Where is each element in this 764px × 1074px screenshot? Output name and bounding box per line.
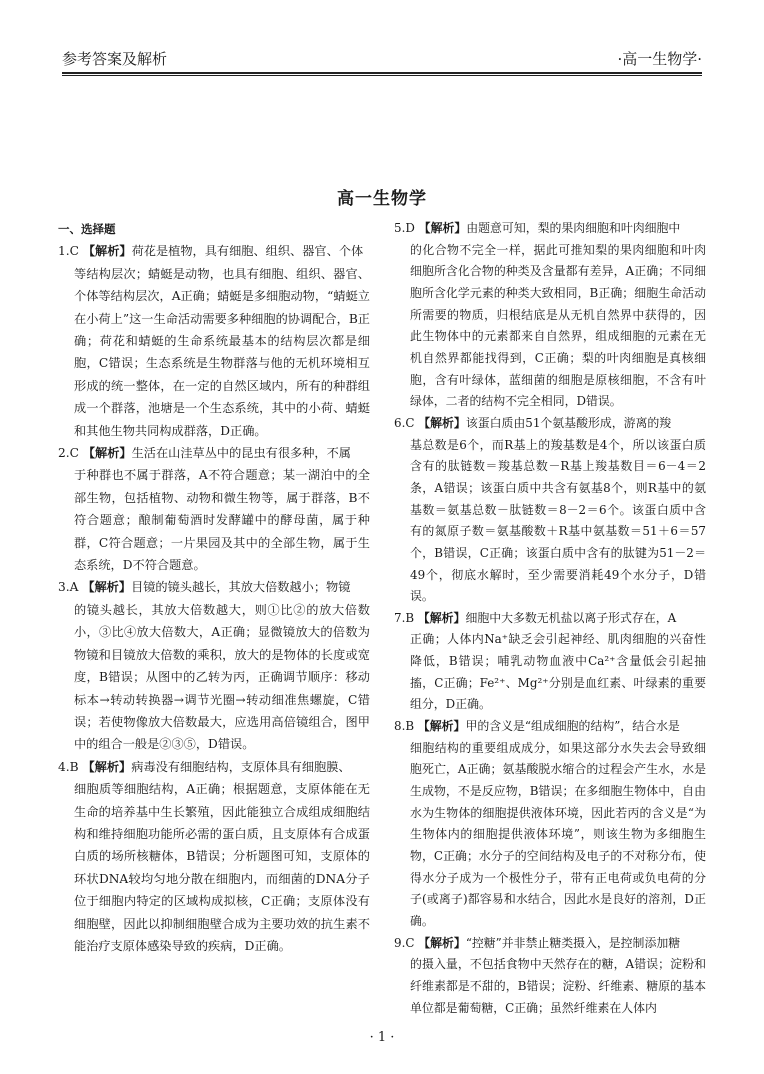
answer-item-1 (58, 240, 370, 442)
item-number: 2.C (58, 446, 79, 461)
item-number: 9.C (394, 935, 415, 950)
answer-item-3 (58, 576, 370, 755)
page-number: · 1 · (369, 1030, 395, 1045)
header-left-text: 参考答案及解析 (62, 50, 168, 68)
answer-item-5 (394, 218, 706, 413)
item-number: 3.A (58, 580, 79, 595)
item-body: 细胞结构的重要组成成分，如果这部分水失去会导致细胞死亡，A正确；氨基酸脱水缩合的过程会产生水，水是生成物，不是反应物，B错误；在多细胞生物体中，自由水为生物体的细胞提供液体环境，因此若丙的含义是“为生物体内的细胞提供液体环境”，则该生物为多细胞生物，C正确；水分子的空间结构及电子的不对称分布，使得水分子成为一个极性分子，带有正电荷或负电荷的分子(或离子)都容易和水结合，因此水是良好的溶剂，D正确。 (410, 740, 706, 928)
item-tag: 【解析】 (82, 244, 132, 259)
item-tag: 【解析】 (418, 935, 466, 950)
item-number: 8.B (394, 719, 415, 734)
answer-item-7 (394, 608, 706, 716)
answer-item-9 (394, 933, 706, 1020)
header-rule-thick (62, 72, 702, 74)
item-first-line: 甲的含义是“组成细胞的结构”，结合水是 (465, 719, 680, 734)
item-number: 4.B (58, 759, 79, 774)
item-first-line: 细胞中大多数无机盐以离子形式存在，A (465, 610, 677, 625)
item-first-line: 荷花是植物，具有细胞、组织、器官、个体 (131, 244, 364, 259)
item-number: 6.C (394, 415, 415, 430)
page-header (62, 46, 702, 74)
column-right (394, 218, 706, 1019)
item-body: 正确；人体内Na⁺缺乏会引起神经、肌肉细胞的兴奋性降低，B错误；哺乳动物血液中Ca²⁺含量低会引起抽搐，C正确；Fe²⁺、Mg²⁺分别是血红素、叶绿素的重要组分，D正确。 (410, 632, 706, 712)
item-body: 于种群也不属于群落，A不符合题意；某一湖泊中的全部生物，包括植物、动物和微生物等，属于群落，B不符合题意；酿制葡萄酒时发酵罐中的酵母菌，属于种群，C符合题意；一片果园及其中的全部生物，属于生态系统，D不符合题意。 (74, 468, 370, 573)
item-number: 1.C (58, 244, 79, 259)
item-tag: 【解析】 (418, 415, 466, 430)
item-tag: 【解析】 (418, 221, 467, 235)
item-first-line: 该蛋白质由51个氨基酸形成，游离的羧 (465, 415, 672, 430)
answer-item-2 (58, 442, 370, 576)
item-tag: 【解析】 (82, 580, 132, 595)
section-title: 一、选择题 (58, 222, 116, 236)
item-first-line: 生活在山洼草丛中的昆虫有很多种，不属 (131, 446, 351, 461)
item-first-line: 病毒没有细胞结构，支原体具有细胞膜、 (131, 759, 351, 774)
page-title: 高一生物学 (337, 189, 427, 209)
item-body: 等结构层次；蜻蜓是动物，也具有细胞、组织、器官、个体等结构层次，A正确；蜻蜓是多细胞动物，“蜻蜓立在小荷上”这一生命活动需要多种细胞的协调配合，B正确；荷花和蜻蜓的生命系统最基本的结构层次都是细胞，C错误；生态系统是生物群落与他的无机环境相互形成的统一整体，在一定的自然区域内，所有的种群组成一个群落，池塘是一个生态系统，其中的小荷、蜻蜓和其他生物共同构成群落，D正确。 (74, 266, 370, 438)
item-tag: 【解析】 (417, 719, 466, 734)
item-body: 的镜头越长，其放大倍数越大，则①比②的放大倍数小，③比④放大倍数大，A正确；显微镜放大的倍数为物镜和目镜放大倍数的乘积，放大的是物体的长度或宽度，B错误；从图中的乙转为丙，正确调节顺序：移动标本→转动转换器→调节光圈→转动细准焦螺旋，C错误；若使物像放大倍数最大，应选用高倍镜组合，图甲中的组合一般是②③⑤，D错误。 (74, 602, 370, 752)
column-left (58, 218, 370, 957)
header-rule-thin (62, 75, 702, 76)
item-tag: 【解析】 (82, 446, 132, 461)
item-number: 7.B (394, 610, 415, 625)
item-body: 的化合物不完全一样，据此可推知梨的果肉细胞和叶肉细胞所含化合物的种类及含量都有差异，A正确；不同细胞所含化学元素的种类大致相同，B正确；细胞生命活动所需要的物质，归根结底是从无机自然界中获得的，因此生物体中的元素都来自自然界，组成细胞的元素在无机自然界都能找得到，C正确；梨的叶肉细胞是真核细胞，含有叶绿体，蓝细菌的细胞是原核细胞，不含有叶绿体，二者的结构不完全相同，D错误。 (410, 242, 706, 409)
item-first-line: 目镜的镜头越长，其放大倍数越小；物镜 (131, 580, 351, 595)
header-subject: ·高一生物学· (617, 50, 702, 68)
item-tag: 【解析】 (417, 610, 466, 625)
answer-item-8 (394, 716, 706, 933)
item-number: 5.D (394, 221, 415, 235)
answer-item-6 (394, 413, 706, 608)
item-first-line: 由题意可知，梨的果肉细胞和叶肉细胞中 (466, 221, 681, 235)
item-tag: 【解析】 (82, 759, 132, 774)
item-body: 基总数是6个，而R基上的羧基数是4个，所以该蛋白质含有的肽链数＝羧基总数－R基上羧基数目＝6－4＝2条，A错误；该蛋白质中共含有氨基8个，则R基中的氨基数＝氨基总数－肽链数＝8－2＝6个。该蛋白质中含有的氮原子数＝氨基酸数＋R基中氨基数＝51＋6＝57个，B错误，C正确；该蛋白质中含有的肽键为51－2＝49个，彻底水解时，至少需要消耗49个水分子，D错误。 (410, 437, 706, 604)
item-first-line: “控糖”并非禁止糖类摄入，是控制添加糖 (465, 935, 681, 950)
answer-item-4 (58, 756, 370, 958)
item-body: 细胞质等细胞结构，A正确；根据题意，支原体能在无生命的培养基中生长繁殖，因此能独立合成组成细胞结构和维持细胞功能所必需的蛋白质，且支原体有合成蛋白质的场所核糖体，B错误；分析题图可知，支原体的环状DNA较均匀地分散在细胞内，而细菌的DNA分子位于细胞内特定的区域构成拟核，C正确；支原体没有细胞壁，因此以抑制细胞壁合成为主要功效的抗生素不能治疗支原体感染导致的疾病，D正确。 (74, 782, 370, 953)
item-body: 的摄入量，不包括食物中天然存在的糖，A错误；淀粉和纤维素都是不甜的，B错误；淀粉、纤维素、糖原的基本单位都是葡萄糖，C正确；虽然纤维素在人体内 (410, 957, 706, 1015)
